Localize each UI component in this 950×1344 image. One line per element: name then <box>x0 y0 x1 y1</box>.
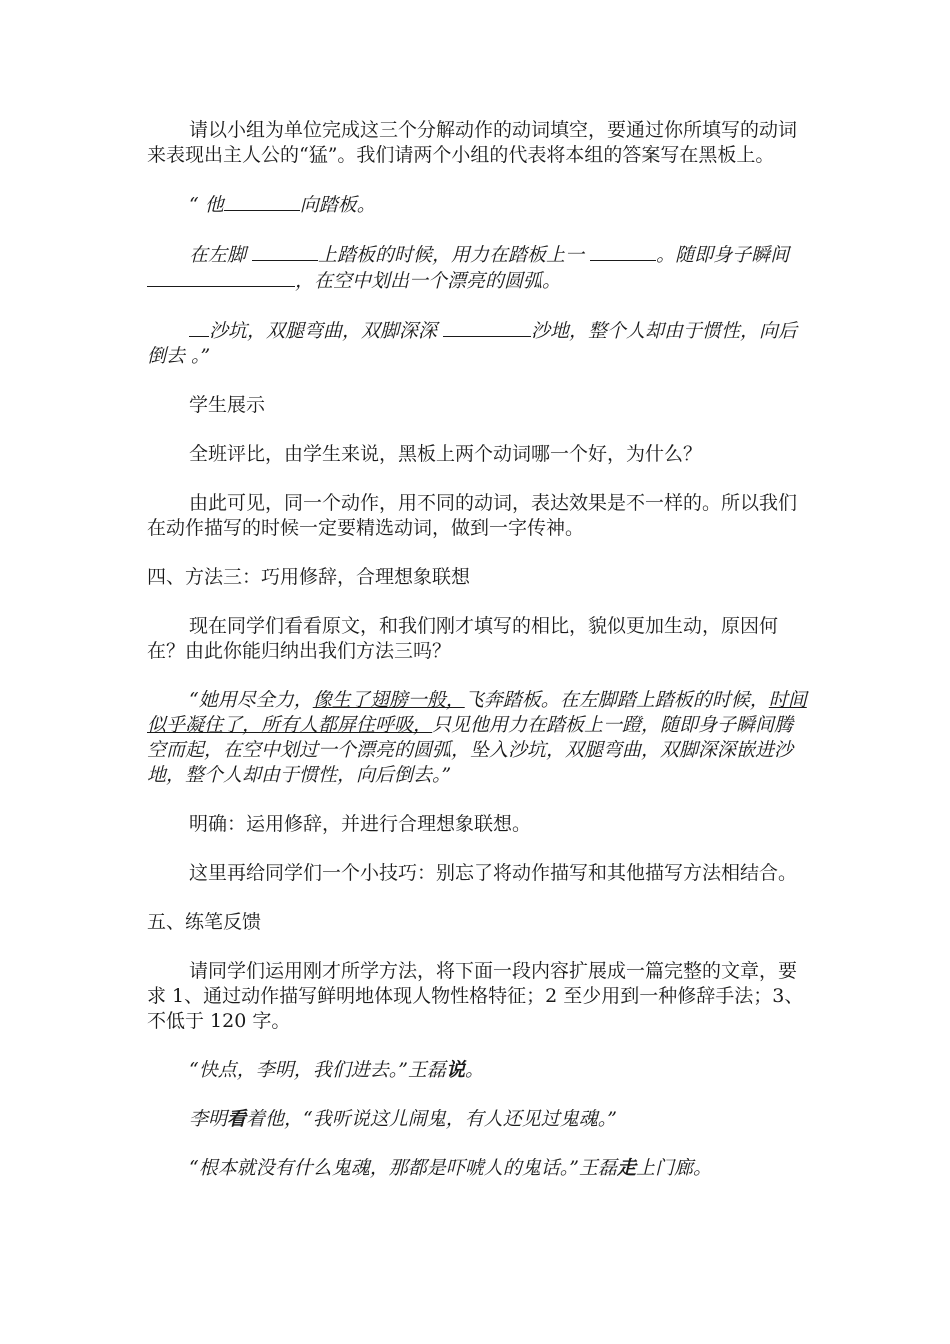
dialog-bold-verb: 说 <box>445 1059 465 1081</box>
blank-4 <box>147 268 295 287</box>
blank-6 <box>443 318 531 337</box>
dialog-text: 上门廊。 <box>635 1157 712 1179</box>
fill-text: 在左脚 <box>189 244 253 266</box>
fill-text: 沙地，整个人却由于惯性，向后倒去 。” <box>147 320 798 367</box>
dialog-line-1 <box>147 1058 812 1083</box>
fill-blank-line-1 <box>147 192 812 218</box>
blank-3 <box>590 242 656 261</box>
fill-text: 沙坑，双腿弯曲，双脚深深 <box>209 320 444 342</box>
dialog-text: “快点，李明，我们进去。”王磊 <box>189 1059 446 1081</box>
quote-text: 飞奔踏板。在左脚踏上踏板的时候， <box>464 689 769 711</box>
dialog-text: 着他，“我听说这儿闹鬼，有人还见过鬼魂。” <box>246 1108 617 1130</box>
fill-text: ，在空中划出一个漂亮的圆弧。 <box>295 270 562 292</box>
blank-5 <box>189 318 209 337</box>
fill-blank-line-2 <box>147 242 812 294</box>
quote-underlined: 像生了翅膀一般， <box>312 689 465 711</box>
student-show-text: 学生展示 <box>189 394 266 416</box>
dialog-text: 。 <box>464 1059 484 1081</box>
quote-underlined: 时间似乎凝住了，所有人都屏住呼吸， <box>147 689 807 736</box>
blank-2 <box>252 242 318 261</box>
fill-text: 上踏板的时候，用力在踏板上一 <box>318 244 591 266</box>
dialog-line-3 <box>147 1156 812 1181</box>
tip-paragraph: 这里再给同学们一个小技巧：别忘了将动作描写和其他描写方法相结合。 <box>189 862 798 884</box>
fill-text: 。随即身子瞬间 <box>656 244 790 266</box>
original-text-paragraph: 现在同学们看看原文，和我们刚才填写的相比，貌似更加生动，原因何在？由此你能归纳出我们方法三吗？ <box>147 615 779 662</box>
quote-text: “她用尽全力， <box>189 689 313 711</box>
quoted-original-passage <box>147 688 812 788</box>
task-paragraph: 请同学们运用刚才所学方法，将下面一段内容扩展成一篇完整的文章，要求 1、通过动作描写鲜明地体现人物性格特征；2 至少用到一种修辞手法；3、不低于 120 字。 <box>147 960 804 1032</box>
instruction-paragraph: 请以小组为单位完成这三个分解动作的动词填空，要通过你所填写的动词来表现出主人公的“猛”。我们请两个小组的代表将本组的答案写在黑板上。 <box>147 119 798 166</box>
compare-paragraph: 全班评比，由学生来说，黑板上两个动词哪一个好，为什么？ <box>189 443 703 465</box>
quote-text: 只见他用力在踏板上一蹬，随即身子瞬间腾空而起，在空中划过一个漂亮的圆弧，坠入沙坑，双腿弯曲，双脚深深嵌进沙地，整个人却由于惯性，向后倒去。” <box>147 714 794 786</box>
clarification-paragraph: 明确：运用修辞，并进行合理想象联想。 <box>189 813 532 835</box>
conclusion-paragraph: 由此可见，同一个动作，用不同的动词，表达效果是不一样的。所以我们在动作描写的时候一定要精选动词，做到一字传神。 <box>147 492 798 539</box>
section-heading-5: 五、练笔反馈 <box>147 911 262 933</box>
dialog-bold-verb: 看 <box>227 1108 247 1130</box>
fill-text: 向踏板。 <box>299 194 376 216</box>
dialog-text: “根本就没有什么鬼魂，那都是吓唬人的鬼话。”王磊 <box>189 1157 617 1179</box>
dialog-text: 李明 <box>189 1108 228 1130</box>
dialog-line-2 <box>147 1107 812 1132</box>
section-heading-4: 四、方法三：巧用修辞，合理想象联想 <box>147 566 471 588</box>
dialog-bold-verb: 走 <box>616 1157 636 1179</box>
blank-1 <box>224 192 300 211</box>
fill-text: “ 他 <box>189 194 224 216</box>
fill-blank-line-3 <box>147 318 812 369</box>
